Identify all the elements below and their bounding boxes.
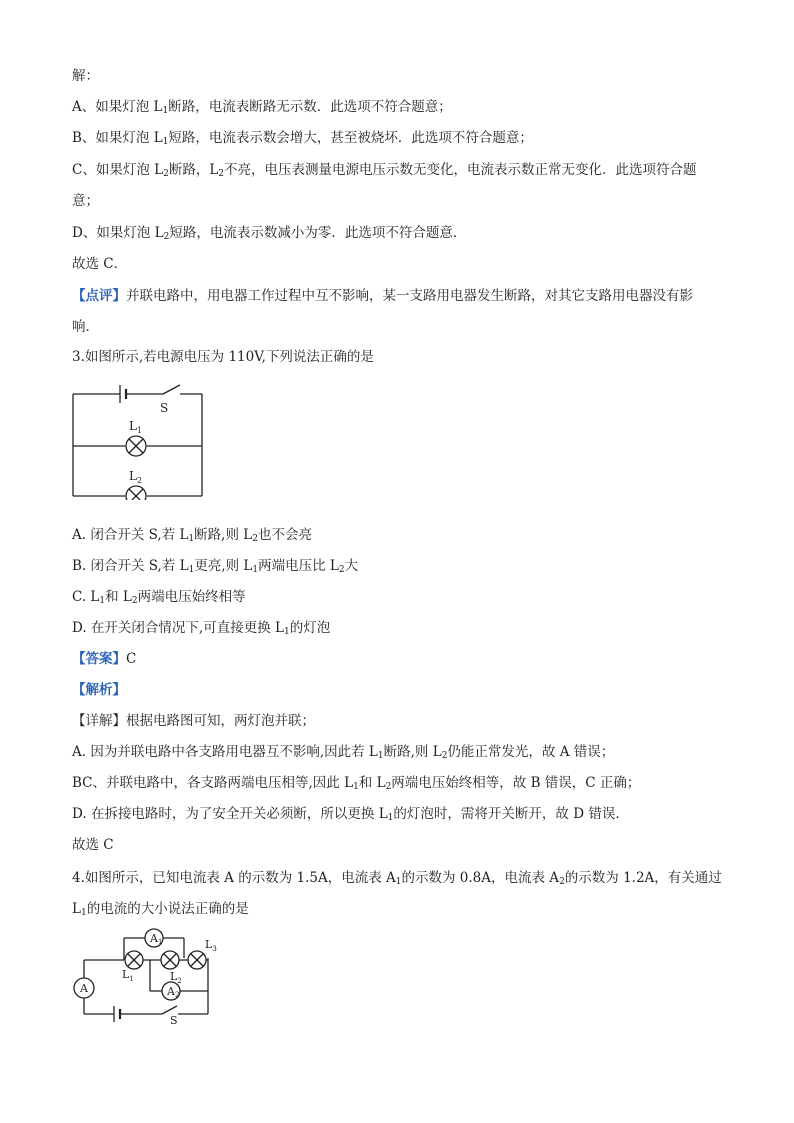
switch-blade <box>162 1006 177 1014</box>
q3-circuit-diagram <box>70 380 210 500</box>
switch-label: S <box>170 1014 178 1024</box>
lamp-l1-label: $L_1$ <box>122 968 134 983</box>
solution-line-c-cont: 意； <box>72 193 99 209</box>
ammeter-a2-label: A2 <box>167 985 180 999</box>
ammeter-a-label: A <box>80 982 88 995</box>
q3-choice: 故选 C <box>72 837 114 853</box>
comment-tag: 【点评】 <box>72 288 126 304</box>
q3-explain-d: D. 在拆接电路时，为了安全开关必须断，所以更换 $L_1$的灯泡时，需将开关断开，故 D 错误． <box>72 806 629 823</box>
lamp-l3-label: $L_3$ <box>205 938 217 953</box>
switch-blade <box>163 385 180 394</box>
solution-line-c: C、如果灯泡 $L_2$断路，$L_2$不亮，电压表测量电源电压示数无变化，电流表示数正常无变化．此选项符合题 <box>72 162 697 179</box>
q4-circuit-diagram <box>72 928 222 1024</box>
lamp-l2-symbol <box>126 486 146 500</box>
ammeter-a1-label: A1 <box>150 932 163 946</box>
solution-choice: 故选 C． <box>72 256 128 272</box>
q3-stem: 3.如图所示,若电源电压为 110V,下列说法正确的是 <box>72 349 374 365</box>
comment-line-1: 【点评】并联电路中，用电器工作过程中互不影响，某一支路用电器发生断路，对其它支路用电器没有影 <box>72 288 693 304</box>
q4-stem-line-1: 4.如图所示，已知电流表 A 的示数为 1.5A，电流表 $A_1$的示数为 0.8A，电流表 $A_2$的示数为 1.2A，有关通过 <box>72 870 722 887</box>
solution-line-d: D、如果灯泡 $L_2$短路，电流表示数减小为零．此选项不符合题意． <box>72 225 467 242</box>
lamp-l1-label: $L_1$ <box>129 419 143 435</box>
q3-option-c: C. $L_1$和 $L_2$两端电压始终相等 <box>72 589 246 606</box>
lamp-l2-label: $L_2$ <box>170 970 182 985</box>
solution-line-a: A、如果灯泡 $L_1$断路，电流表断路无示数．此选项不符合题意； <box>72 99 452 116</box>
comment-line-2: 响． <box>72 319 99 335</box>
q3-option-a: A. 闭合开关 S,若 $L_1$断路,则 $L_2$也不会亮 <box>72 527 312 544</box>
q3-option-b: B. 闭合开关 S,若 $L_1$更亮,则 $L_1$两端电压比 $L_2$大 <box>72 558 359 575</box>
q3-answer: 【答案】C <box>72 651 137 667</box>
q3-analysis-tag: 【解析】 <box>72 682 126 698</box>
lamp-l2-label: $L_2$ <box>129 469 143 485</box>
q3-explain-bc: BC、并联电路中，各支路两端电压相等,因此 $L_1$和 $L_2$两端电压始终相等，故 B 错误，C 正确； <box>72 775 641 792</box>
switch-label: S <box>160 401 169 415</box>
q3-option-d: D. 在开关闭合情况下,可直接更换 $L_1$的灯泡 <box>72 620 331 637</box>
detail-tag: 【详解】 <box>72 713 126 729</box>
q4-stem-line-2: $L_1$的电流的大小说法正确的是 <box>72 901 249 918</box>
solution-line-b: B、如果灯泡 $L_1$短路，电流表示数会增大，甚至被烧坏．此选项不符合题意； <box>72 130 533 147</box>
q3-explain-a: A. 因为并联电路中各支路用电器互不影响,因此若 $L_1$断路,则 $L_2$仍能正常发光，故 A 错误； <box>72 744 615 761</box>
solution-label: 解： <box>72 68 99 84</box>
answer-tag: 【答案】 <box>72 651 126 667</box>
q3-detail: 【详解】根据电路图可知，两灯泡并联； <box>72 713 315 729</box>
